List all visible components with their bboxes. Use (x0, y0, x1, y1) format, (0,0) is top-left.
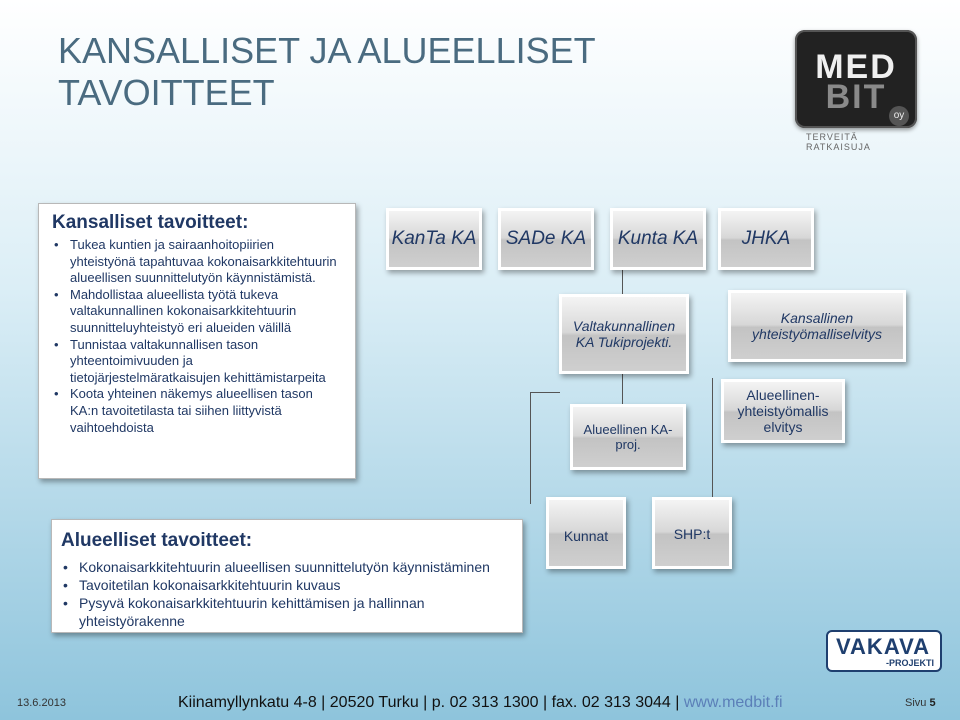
list-item: • Tavoitetilan kokonaisarkkitehtuurin kuvaus (61, 576, 516, 594)
kanta-ka-label: KanTa KA (391, 228, 477, 249)
kunnat-box (546, 497, 626, 569)
list-item: • Mahdollistaa alueellista työtä tukeva valtakunnallinen kokonaisarkkitehtuurin suunnitteluyhteistyö eri alueiden välillä (52, 287, 342, 337)
national-goals-box (38, 203, 356, 479)
connector-line (712, 378, 713, 498)
alueellinen-ka-proj-box (570, 404, 686, 470)
alueellinen-yhteistyomalli-box (721, 379, 845, 443)
shp-label: SHP:t (673, 526, 711, 542)
alueellinen-yhteistyomalli-label: Alueellinen-yhteistyömallis elvitys (737, 387, 829, 435)
footer-page-number (905, 697, 936, 709)
list-item: • Tukea kuntien ja sairaanhoitopiirien yhteistyönä tapahtuvaa kokonaisarkkitehtuurin alueellisen suunnittelutyön käynnistämistä. (52, 237, 342, 287)
footer-address: Kiinamyllynkatu 4-8 | 20520 Turku | p. 02 313 1300 | fax. 02 313 3044 | (178, 694, 684, 711)
kansallinen-yhteistyomalli-box (728, 290, 906, 362)
kunnat-label: Kunnat (563, 528, 609, 544)
jhka-label: JHKA (741, 228, 791, 249)
logo-oy-badge: oy (889, 106, 909, 126)
valtakunnallinen-ka-label: Valtakunnallinen KA Tukiprojekti. (572, 318, 676, 350)
sade-ka-box (498, 208, 594, 270)
logo-med-text: MED (815, 48, 897, 86)
valtakunnallinen-ka-box (559, 294, 689, 374)
footer-contact (178, 694, 783, 712)
vakava-logo-subtext: -PROJEKTI (885, 658, 934, 668)
vakava-logo-text: VAKAVA (836, 634, 930, 659)
regional-goals-box (51, 519, 523, 633)
sade-ka-label: SADe KA (505, 228, 587, 249)
list-item: • Pysyvä kokonaisarkkitehtuurin kehittämisen ja hallinnan yhteistyörakenne (61, 594, 516, 630)
kunta-ka-label: Kunta KA (617, 228, 699, 249)
list-item: • Tunnistaa valtakunnallisen tason yhteentoimivuuden ja tietojärjestelmäratkaisujen kehittämistarpeita (52, 337, 342, 387)
kanta-ka-box (386, 208, 482, 270)
vakava-projekti-logo (826, 630, 942, 672)
national-goals-header: Kansalliset tavoitteet: (52, 212, 249, 233)
logo-bit-text: BIT (825, 78, 887, 116)
connector-line (530, 392, 531, 504)
connector-line (622, 270, 623, 296)
regional-goals-list (61, 558, 516, 630)
kansallinen-yhteistyomalli-label: Kansallinen yhteistyömalliselvitys (752, 310, 882, 342)
jhka-box (718, 208, 814, 270)
alueellinen-ka-proj-label: Alueellinen KA-proj. (583, 422, 673, 452)
page-number: 5 (929, 697, 936, 709)
list-item: • Kokonaisarkkitehtuurin alueellisen suunnittelutyön käynnistäminen (61, 558, 516, 576)
medbit-logo (795, 30, 917, 128)
footer-date: 13.6.2013 (17, 697, 66, 709)
footer-website-link[interactable]: www.medbit.fi (683, 694, 783, 711)
shp-box (652, 497, 732, 569)
page-title: KANSALLISET JA ALUEELLISET TAVOITTEET (58, 30, 595, 113)
list-item: • Koota yhteinen näkemys alueellisen tason KA:n tavoitetilasta tai siihen liittyvistä vaihtoehdoista (52, 386, 342, 436)
logo-tagline: TERVEITÄ RATKAISUJA (806, 132, 871, 152)
national-goals-list (52, 237, 342, 436)
kunta-ka-box (610, 208, 706, 270)
connector-line (530, 392, 560, 393)
regional-goals-header: Alueelliset tavoitteet: (61, 530, 253, 551)
footer-page-label: Sivu (905, 697, 930, 709)
